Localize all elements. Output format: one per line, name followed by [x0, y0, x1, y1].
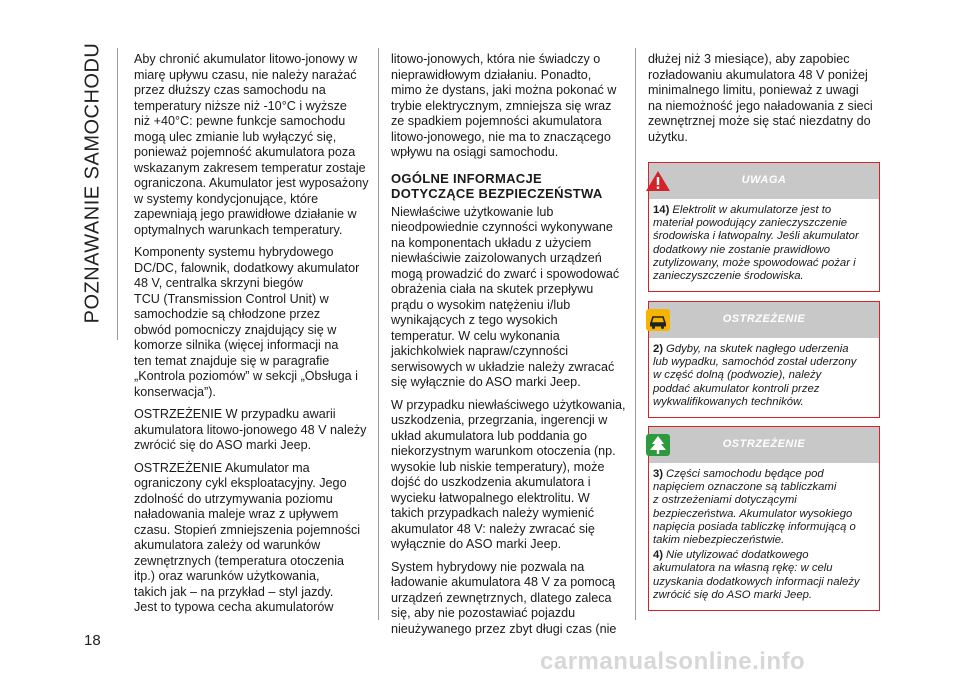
text-line: DC/DC, falownik, dodatkowy akumulator	[134, 260, 360, 275]
text-line: Komponenty systemu hybrydowego	[134, 245, 334, 259]
text-line: samochodzie są chłodzone przez	[134, 307, 321, 321]
text-line: wycieku łatwopalnego elektrolitu. W	[391, 490, 590, 505]
notice-text-line: bezpieczeństwa. Akumulator wysokiego	[653, 507, 853, 520]
notice-item	[653, 204, 875, 283]
text-line: ograniczona. Akumulator jest wyposażony	[134, 176, 369, 190]
notice-text-line: Elektrolit w akumulatorze jest to	[672, 204, 832, 216]
text-line: naładowania maleje wraz z upływem	[134, 507, 339, 521]
notice-text-line: uzyskania dodatkowych informacji należy	[653, 575, 860, 588]
paragraph	[391, 560, 623, 638]
notice-label: OSTRZEŻENIE	[722, 438, 806, 450]
text-line: 48 V, centralka skrzyni biegów	[134, 276, 303, 290]
text-line: OSTRZEŻENIE W przypadku awarii	[134, 407, 336, 421]
text-line: się wyłącznie do ASO marki Jeep.	[391, 375, 581, 389]
notice-text-line: akumulatora na własną rękę: w celu	[653, 562, 833, 575]
text-line: komorze silnika (więcej informacji na	[134, 338, 339, 352]
text-line: mogą prowadzić do zwarć i spowodować	[391, 266, 620, 281]
text-line: zwrócić się do ASO marki Jeep.	[134, 438, 312, 452]
text-line: wpływu na osiągi samochodu.	[391, 145, 559, 159]
notice-header	[649, 302, 879, 338]
column-divider-1	[378, 48, 379, 620]
notice-text-line: środowiska i łatwopalny. Jeśli akumulator	[653, 230, 859, 243]
notice-item-number: 3)	[653, 468, 664, 480]
paragraph	[391, 205, 623, 391]
text-line: temperatur. W celu wykonania	[391, 328, 560, 343]
notice-box-ostrzezenie-2	[648, 426, 880, 611]
text-line: nieodpowiednie czynności wykonywane	[391, 220, 613, 234]
text-line: konserwacja”).	[134, 384, 216, 399]
text-line: zapewniają jego prawidłowe działanie w	[134, 207, 357, 221]
text-line: wysokie lub niskie temperatury), może	[391, 459, 605, 474]
text-line: wynikających z tego wysokich	[391, 313, 558, 327]
side-divider	[117, 48, 118, 340]
notice-item-number: 2)	[653, 343, 664, 355]
paragraph	[648, 52, 880, 145]
text-line: miarę upływu czasu, nie należy narażać	[134, 67, 357, 82]
text-line: przez dłuższy czas samochodu na	[134, 83, 326, 97]
page-number: 18	[84, 632, 101, 649]
text-line: obwód pomocniczy znajdujący się w	[134, 322, 337, 337]
notice-item	[653, 343, 875, 409]
notice-text-line: napięciem oznaczone są tabliczkami	[653, 481, 837, 494]
text-line: zdolność do utrzymywania poziomu	[134, 491, 333, 506]
notice-text-line: Nie utylizować dodatkowego	[666, 549, 809, 562]
text-line: Aby chronić akumulator litowo-jonowy w	[134, 52, 358, 66]
text-line: optymalnych warunkach temperatury.	[134, 222, 343, 237]
text-line: nieużywanego przez zbyt długi czas (nie	[391, 621, 617, 636]
column-divider-2	[635, 48, 636, 620]
text-line: OSTRZEŻENIE Akumulator ma	[134, 460, 310, 475]
notice-text-line: z ostrzeżeniami dotyczącymi	[653, 494, 797, 507]
paragraph	[391, 397, 626, 553]
section-side-title: POZNAWANIE SAMOCHODU	[81, 42, 104, 323]
notice-text-line: zutylizowany, może spowodować pożar i	[653, 256, 856, 269]
text-line: mogą ulec zmianie lub wyłączyć się,	[134, 129, 337, 144]
text-line: dłużej niż 3 miesiące), aby zapobiec	[648, 52, 850, 66]
paragraph	[134, 461, 366, 616]
notice-body	[649, 338, 879, 417]
text-line: układ akumulatora lub poddania go	[391, 428, 588, 443]
text-line: niewłaściwie zaizolowanych urządzeń	[391, 251, 602, 265]
text-line: akumulatora zależy od warunków	[134, 538, 321, 552]
paragraph	[391, 52, 623, 161]
text-line: ten temat znajduje się w paragrafie	[134, 353, 330, 368]
text-line: jakichkolwiek napraw/czynności	[391, 344, 569, 358]
text-line: TCU (Transmission Control Unit) w	[134, 291, 329, 306]
text-line: nieprawidłowym działaniu. Ponadto,	[391, 67, 592, 82]
text-line: akumulator 48 V: należy zwracać się	[391, 521, 595, 536]
text-line: na komponentach układu z użyciem	[391, 235, 592, 250]
text-line: Niewłaściwe użytkowanie lub	[391, 204, 554, 219]
text-line: serwisowych w układzie należy zwracać	[391, 359, 615, 374]
text-line: się, aby nie pozostawiać pojazdu	[391, 606, 576, 620]
notice-item	[653, 468, 875, 547]
text-line: niekorzystnym warunkom otoczenia (np.	[391, 444, 616, 458]
text-line: obrażenia ciała na skutek przepływu	[391, 282, 594, 296]
text-line: trybie elektrycznym, zmniejsza się wraz	[391, 98, 612, 113]
notice-header	[649, 427, 879, 463]
paragraph	[134, 52, 369, 238]
text-line: itp.) oraz warunków użytkowania,	[134, 569, 320, 583]
notice-text-line: poddać akumulator kontroli przez	[653, 382, 820, 395]
notice-body	[649, 199, 879, 291]
text-column-3	[648, 52, 880, 152]
text-column-2	[391, 52, 626, 644]
notice-label: UWAGA	[741, 174, 787, 186]
notice-box-ostrzezenie-1	[648, 301, 880, 418]
text-line: mimo że dystans, jaki można pokonać w	[391, 83, 617, 97]
notice-text-line: Gdyby, na skutek nagłego uderzenia	[666, 343, 849, 355]
notice-item	[653, 549, 875, 602]
text-line: zewnętrznych (temperatura otoczenia	[134, 553, 344, 568]
text-line: ograniczony cykl eksploatacyjny. Jego	[134, 476, 347, 490]
text-line: ze spadkiem pojemności akumulatora	[391, 114, 602, 128]
text-line: Jest to typowa cecha akumulatorów	[134, 600, 334, 614]
watermark: carmanualsonline.info	[540, 648, 806, 675]
text-line: na niemożność jego naładowania z sieci	[648, 98, 873, 113]
text-line: litowo-jonowego, nie ma to znaczącego	[391, 129, 611, 144]
text-line: urządzeń zewnętrznych, dlatego zaleca	[391, 590, 612, 605]
text-line: W przypadku niewłaściwego użytkowania,	[391, 397, 626, 412]
notice-box-uwaga	[648, 162, 880, 292]
text-line: niż +40°C: pewne funkcje samochodu	[134, 114, 346, 128]
text-column-1	[134, 52, 369, 623]
notice-header	[649, 163, 879, 199]
text-line: takich jak – na przykład – styl jazdy.	[134, 584, 334, 599]
section-heading	[391, 171, 623, 201]
text-line: „Kontrola poziomów” w sekcji „Obsługa i	[134, 369, 358, 383]
text-line: ponieważ pojemność akumulatora poza	[134, 145, 356, 159]
notice-label: OSTRZEŻENIE	[722, 313, 806, 325]
text-line: System hybrydowy nie pozwala na	[391, 559, 585, 574]
text-line: wskazanym zakresem temperatur zostaje	[134, 160, 366, 175]
notice-text-line: zwrócić się do ASO marki Jeep.	[653, 588, 813, 601]
notice-item-number: 14)	[653, 204, 670, 216]
paragraph	[134, 245, 366, 400]
text-line: uszkodzenia, przegrzania, ingerencji w	[391, 413, 608, 427]
text-line: akumulatora litowo-jonowego 48 V należy	[134, 422, 367, 437]
notice-text-line: w część dolną (podwozie), należy	[653, 369, 822, 382]
text-line: prądu o wysokim natężeniu i/lub	[391, 297, 571, 312]
text-line: czasu. Stopień zmniejszenia pojemności	[134, 522, 361, 537]
text-line: wyłącznie do ASO marki Jeep.	[391, 537, 562, 551]
notice-text-line: wykwalifikowanych techników.	[653, 395, 804, 408]
text-line: użytku.	[648, 129, 688, 144]
notice-text-line: takim niebezpieczeństwie.	[653, 534, 785, 547]
text-line: w systemy kondycjonujące, które	[134, 191, 319, 206]
paragraph	[134, 407, 366, 454]
text-line: rozładowaniu akumulatora 48 V poniżej	[648, 67, 868, 82]
notice-text-line: Części samochodu będące pod	[666, 468, 824, 480]
notice-text-line: zanieczyszczenie środowiska.	[653, 270, 804, 283]
text-line: minimalnego limitu, ponieważ z uwagi	[648, 83, 859, 97]
notice-text-line: napięcia posiada tabliczkę informującą o	[653, 520, 856, 533]
notice-text-line: lub wypadku, samochód został uderzony	[653, 356, 857, 369]
text-line: litowo-jonowych, która nie świadczy o	[391, 52, 601, 66]
text-line: dojść do uszkodzenia akumulatora i	[391, 475, 591, 489]
notice-item-number: 4)	[653, 549, 664, 562]
notice-text-line: materiał powodujący zanieczyszczenie	[653, 217, 848, 230]
text-line: temperatury niższe niż -10°C i wyższe	[134, 98, 347, 113]
text-line: ładowanie akumulatora 48 V za pomocą	[391, 575, 616, 589]
text-line: zewnętrznej może się stać niezdatny do	[648, 114, 871, 128]
text-line: DOTYCZĄCE BEZPIECZEŃSTWA	[391, 185, 603, 201]
notice-text-line: dodatkowy nie zostanie prawidłowo	[653, 243, 831, 256]
text-line: takich przypadkach należy wymienić	[391, 506, 594, 520]
notice-body	[649, 463, 879, 610]
text-line: OGÓLNE INFORMACJE	[391, 170, 542, 186]
